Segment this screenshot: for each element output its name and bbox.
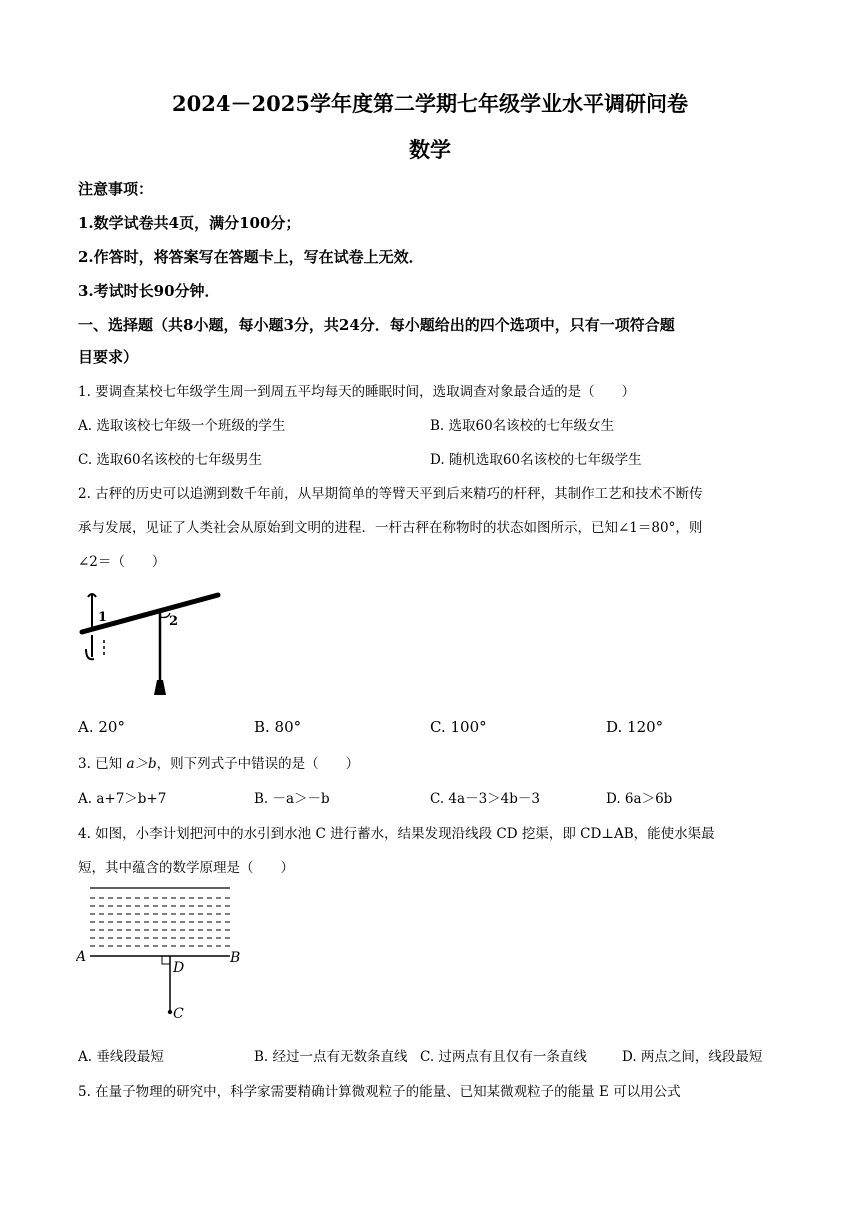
section-heading: 一、选择题（共8小题，每小题3分，共24分．每小题给出的四个选项中，只有一项符合题	[78, 316, 675, 334]
figure-label-1: 1	[98, 610, 108, 625]
river-figure	[76, 880, 246, 1025]
question-1-option-b: B. 选取60名该校的七年级女生	[430, 418, 615, 434]
question-2-option-a: A. 20°	[78, 718, 125, 736]
question-2-option-c: C. 100°	[430, 718, 487, 736]
question-4-line-2: 短，其中蕴含的数学原理是（ ）	[78, 860, 294, 876]
point-d-label: D	[173, 960, 185, 976]
question-4-option-a: A. 垂线段最短	[78, 1049, 164, 1065]
question-2-option-d: D. 120°	[606, 718, 664, 736]
question-1-option-c: C. 选取60名该校的七年级男生	[78, 452, 263, 468]
question-3-option-c: C. 4a－3＞4b－3	[430, 791, 540, 807]
note-item-1: 1.数学试卷共4页，满分100分；	[78, 214, 301, 232]
question-1-stem: 1. 要调查某校七年级学生周一到周五平均每天的睡眠时间，选取调查对象最合适的是（ ）	[78, 384, 636, 400]
question-3-stem	[78, 752, 359, 772]
question-3-stem-post: ，则下列式子中错误的是（ ）	[156, 756, 360, 772]
question-4-option-b: B. 经过一点有无数条直线	[254, 1049, 408, 1065]
question-5-line-1: 5. 在量子物理的研究中，科学家需要精确计算微观粒子的能量、已知某微观粒子的能量 E 可以用公式	[78, 1084, 681, 1100]
subject-title: 数学	[409, 137, 451, 162]
note-item-3: 3.考试时长90分钟．	[78, 282, 220, 300]
question-4-option-c: C. 过两点有且仅有一条直线	[420, 1049, 587, 1065]
question-4-option-d: D. 两点之间，线段最短	[622, 1049, 763, 1065]
question-1-option-a: A. 选取该校七年级一个班级的学生	[78, 418, 286, 434]
question-1-option-d: D. 随机选取60名该校的七年级学生	[430, 452, 642, 468]
steelyard-figure	[78, 585, 228, 700]
page-title: 2024－2025学年度第二学期七年级学业水平调研问卷	[172, 91, 688, 116]
question-3-condition: a＞b	[126, 756, 157, 772]
question-4-line-1: 4. 如图，小李计划把河中的水引到水池 C 进行蓄水，结果发现沿线段 CD 挖渠，即 CD⊥AB，能使水渠最	[78, 826, 715, 842]
question-2-line-3: ∠2＝（ ）	[78, 554, 166, 570]
figure-label-2: 2	[169, 614, 179, 629]
question-3-stem-pre: 3. 已知	[78, 756, 127, 772]
note-item-2: 2.作答时，将答案写在答题卡上，写在试卷上无效．	[78, 248, 424, 266]
question-3-option-b: B. －a＞－b	[254, 791, 330, 807]
section-heading-cont: 目要求）	[78, 348, 139, 366]
question-3-option-d: D. 6a＞6b	[606, 791, 673, 807]
point-b-label: B	[230, 950, 241, 966]
question-2-option-b: B. 80°	[254, 718, 302, 736]
notes-heading: 注意事项：	[78, 180, 154, 198]
question-3-option-a: A. a+7＞b+7	[78, 791, 167, 807]
point-a-label: A	[76, 949, 87, 965]
point-c-label: C	[173, 1006, 184, 1022]
question-2-line-1: 2. 古秤的历史可以追溯到数千年前，从早期简单的等臂天平到后来精巧的杆秤，其制作工艺和技术不断传	[78, 486, 703, 502]
question-2-line-2: 承与发展，见证了人类社会从原始到文明的进程．一杆古秤在称物时的状态如图所示，已知∠1＝80°，则	[78, 520, 703, 536]
